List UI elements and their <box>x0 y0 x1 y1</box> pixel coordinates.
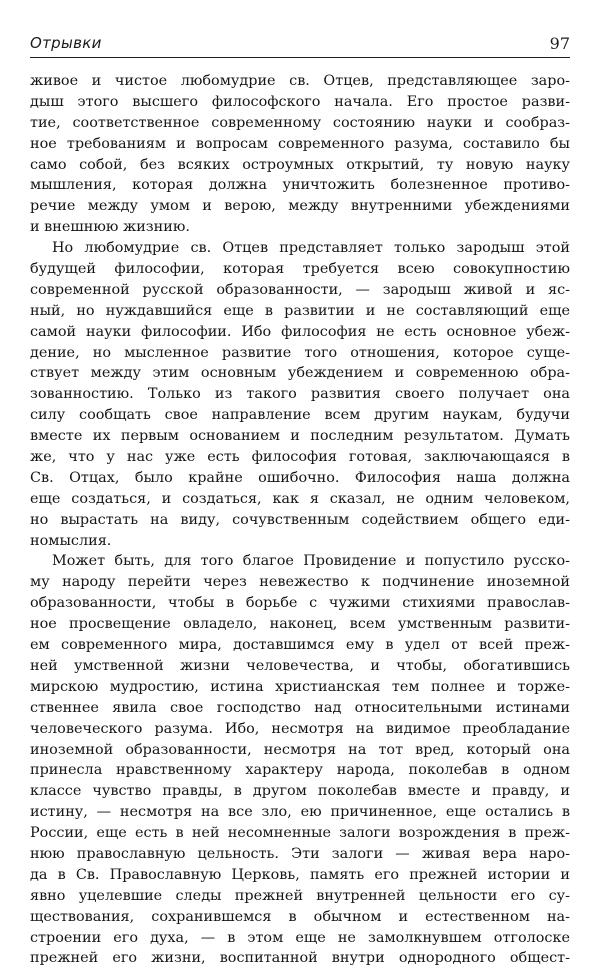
text-line: ное требованиям и вопросам современного разума, составило бы <box>30 135 570 152</box>
text-line: принесла нравственному характеру народа, поколебав в одном <box>30 762 570 779</box>
text-line: Но любомудрие св. Отцев представляет только зародыш этой <box>52 240 570 257</box>
text-line: само собой, без всяких остроумных открытий, ту новую науку <box>30 156 570 173</box>
text-line: вместе их первым основанием и последним результатом. Думать <box>30 428 570 445</box>
text-line: классе чувство правды, в другом поколебав вместе и правду, и <box>30 783 570 800</box>
text-line: человеческого разума. Ибо, несмотря на видимое преобладание <box>30 720 570 737</box>
text-line: но вырастать на виду, сочувственным содействием общего еди- <box>30 511 570 528</box>
text-line: да в Св. Православную Церковь, память его прежней истории и <box>30 866 570 883</box>
text-line: мирскою мудростию, истина христианская тем полнее и торже- <box>30 678 570 695</box>
text-line: будущей философии, которая требуется всею совокупностию <box>30 261 570 278</box>
text-line: России, еще есть в ней несомненные залоги возрождения в преж- <box>30 825 570 842</box>
text-line: современной русской образованности, — зародыш живой и яс- <box>30 281 570 298</box>
text-line: явно уцелевшие следы прежней внутренней цельности его су- <box>30 887 570 904</box>
text-line: иноземной образованности, несмотря на тот вред, который она <box>30 741 570 758</box>
text-line: Св. Отцах, было крайне ошибочно. Философия наша должна <box>30 469 570 486</box>
text-line: силу сообщать свое направление всем другим наукам, будучи <box>30 407 570 424</box>
text-line: живое и чистое любомудрие св. Отцев, представляющее заро- <box>30 73 570 89</box>
text-line: самой науки философии. Ибо философия не есть основное убеж- <box>30 323 570 340</box>
text-line: дение, но мысленное развитие того отношения, которое суще- <box>30 344 570 361</box>
text-line: дыш этого высшего философского начала. Его простое разви- <box>30 93 570 110</box>
text-line: нюю православную цельность. Эти залоги — живая вера наро- <box>30 845 570 862</box>
page-number: 97 <box>549 34 570 53</box>
text-line: Может быть, для того благое Провидение и попустило русско- <box>52 553 570 570</box>
text-line: образованности, чтобы в борьбе с чужими стихиями православ- <box>30 595 570 612</box>
text-line: мышления, которая должна уничтожить болезненное противо- <box>30 177 570 194</box>
running-head <box>30 34 570 56</box>
text-line: ществования, сохранившемся в обычном и естественном на- <box>30 908 570 925</box>
text-line: прежней его жизни, воспитанной внутри однородного общест- <box>30 950 570 967</box>
text-line: зованностию. Только из такого развития своего получает она <box>30 386 570 403</box>
text-line: и внешнюю жизнию. <box>30 219 190 236</box>
text-line: еще создаться, и создаться, как я сказал, не одним человеком, <box>30 490 570 507</box>
text-line: тие, соответственное современному состоянию науки и сообраз- <box>30 114 570 131</box>
text-line: ное просвещение овладело, наконец, всем умственным развити- <box>30 616 570 633</box>
text-line: му народу перейти через невежество к подчинение иноземной <box>30 574 570 591</box>
text-line: ней умственной жизни человечества, и чтобы, обогатившись <box>30 657 570 674</box>
text-line: номыслия. <box>30 532 112 549</box>
body-text <box>30 71 570 969</box>
header-rule <box>30 57 570 58</box>
text-line: истину, — несмотря на все зло, ею причиненное, еще остались в <box>30 804 570 821</box>
text-line: строении его духа, — в этом еще не замолкнувшем отголоске <box>30 929 570 946</box>
text-line: ственнее явила свое господство над относительными истинами <box>30 699 570 716</box>
text-line: ный, но нуждавшийся еще в развитии и не составляющий еще <box>30 302 570 319</box>
text-line: ствует между этим основным убеждением и современною обра- <box>30 365 570 382</box>
section-title: Отрывки <box>30 34 102 52</box>
text-line: речие между умом и верою, между внутренними убеждениями <box>30 198 570 215</box>
text-line: же, что у нас уже есть философия готовая, заключающаяся в <box>30 449 570 466</box>
text-line: ем современного мира, доставшимся ему в удел от всей преж- <box>30 637 570 654</box>
